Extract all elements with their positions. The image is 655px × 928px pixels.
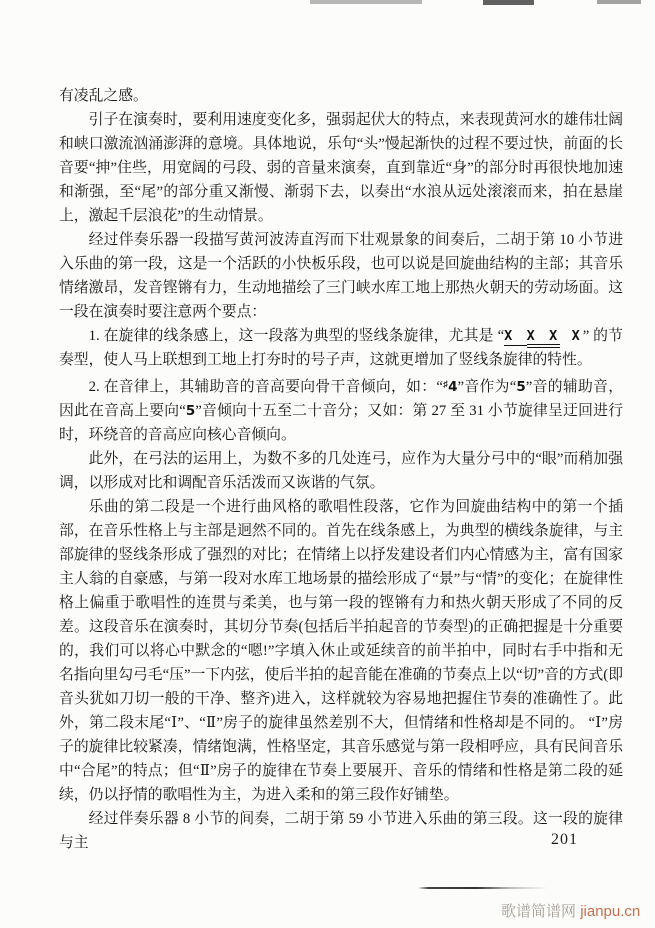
paragraph-second-section: 乐曲的第二段是一个进行曲风格的歌唱性段落，它作为回旋曲结构中的第一个插部，在音乐性格上与主部是迥然不同的。首先在线条感上，为典型的横线条旋律，与主部旋律的竖线条形成了强烈的对比；在情绪上以抒发建设者们内心情感为主，富有国家主人翁的自豪感，与第一段对水库工地场景的描绘形成了“景”与“情”的变化；在旋律性格上偏重于歌唱性的连贯与柔美，也与第一段的铿锵有力和热火朝天形成了不同的反差。这段音乐在演奏时，其切分节奏(包括后半拍起音的节奏型)的正确把握是十分重要的，我们可以将心中默念的“嗯!”字填入休止或延续音的前半拍中，同时右手中指和无名指向里勾弓毛“压”一下内弦，使后半拍的起音能在准确的节奏点上以“切”音的方式(即音头犹如刀切一般的干净、整齐)进入，这样就较为容易地把握住节奏的准确性了。此外，第二段末尾“Ⅰ”、“Ⅱ”房子的旋律虽然差别不大，但情绪和性格却是不同的。 “Ⅰ”房子的旋律比较紧凑，情绪饱满，性格坚定，其音乐感觉与第一段相呼应，具有民间音乐中“合尾”的特点；但“Ⅱ”房子的旋律在节奏上要展开、音乐的情绪和性格是第二段的延续，仍以抒情的歌唱性为主，为进入柔和的第三段作好铺垫。 [59,499,623,803]
body-text [59,84,623,855]
paragraph-intro-performance: 引子在演奏时，要利用速度变化多，强弱起伏大的特点，来表现黄河水的雄伟壮阔和峡口激流汹涌澎湃的意境。具体地说，乐句“头”慢起渐快的过程不要过快，前面的长音要“抻”住些，用宽阔的弓段、弱的音量来演奏，直到靠近“身”的部分时再很快地加速和渐强，至“尾”的部分重又渐慢、渐弱下去，以奏出“水浪从远处滚滚而来，拍在悬崖上，激起千层浪花”的生动情景。 [59,112,623,224]
watermark-domain: jianpu.cn [580,903,641,920]
scan-artifact-top-right [597,0,641,4]
scan-artifact-top-left [310,0,422,4]
watermark [501,900,640,921]
paragraph-third-section: 经过伴奏乐器 8 小节的间奏，二胡于第 59 小节进入乐曲的第三段。这一段的旋律与主 [59,811,623,851]
paragraph-point-2: 2. 在音律上，其辅助音的音高要向骨干音倾向，如：“♯4”音作为“5”音的辅助音，因此在音高上要向“5”音倾向十五至二十音分；又如：第 27 至 31 小节旋律呈迂回进行时，环绕音的音高应向核心音倾向。 [59,379,624,443]
paragraph-continuation: 有凌乱之感。 [59,88,148,104]
scan-streak-artifact [418,887,548,889]
page-number: 201 [551,831,578,848]
watermark-site-name: 歌谱简谱网 [501,903,577,920]
scan-artifact-top-middle [483,0,534,5]
paragraph-point-1: 1. 在旋律的线条感上，这一段落为典型的竖线条旋律，尤其是 “X X X X” 的节奏型，使人马上联想到工地上打夯时的号子声，这就更增加了竖线条旋律的特性。 [59,328,623,368]
paragraph-first-section: 经过伴奏乐器一段描写黄河波涛直泻而下壮观景象的间奏后，二胡于第 10 小节进入乐曲的第一段，这是一个活跃的小快板乐段，也可以说是回旋曲结构的主部；其音乐情绪激昂，发音铿锵有力，生动地描绘了三门峡水库工地上那热火朝天的劳动场面。这一段在演奏时要注意两个要点： [59,232,623,320]
paragraph-bowing: 此外，在弓法的运用上，为数不多的几处连弓，应作为大量分弓中的“眼”而稍加强调，以形成对比和调配音乐活泼而又诙谐的气氛。 [59,451,623,491]
